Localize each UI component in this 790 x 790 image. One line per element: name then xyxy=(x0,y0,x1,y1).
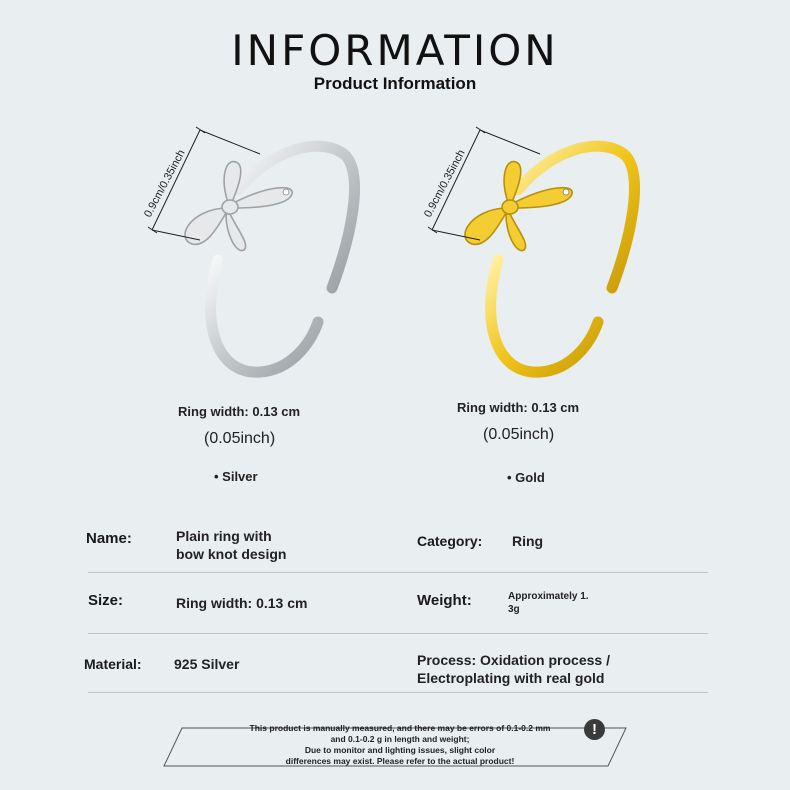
notice-line1: This product is manually measured, and there may be errors of 0.1-0.2 mm xyxy=(249,723,551,733)
page-title: INFORMATION xyxy=(231,26,559,75)
gold-stone xyxy=(563,189,569,195)
weight-value-line1: Approximately 1. xyxy=(508,591,589,602)
weight-value-line2: 3g xyxy=(508,604,520,615)
silver-ring-image xyxy=(120,110,380,400)
material-label: Material: xyxy=(84,656,142,672)
weight-label: Weight: xyxy=(417,592,472,609)
notice-line4: differences may exist. Please refer to the actual product! xyxy=(285,756,515,766)
gold-ring-image xyxy=(400,110,660,400)
name-value-line1: Plain ring with xyxy=(176,528,272,544)
gold-bow-knot xyxy=(465,162,572,251)
process-line2: Electroplating with real gold xyxy=(417,670,605,686)
row-divider xyxy=(88,572,708,573)
row-divider xyxy=(88,692,708,693)
gold-measure-label: 0.9cm/0.35inch xyxy=(422,147,468,220)
name-value-line2: bow knot design xyxy=(176,546,287,562)
silver-ring-width-inch: (0.05inch) xyxy=(204,430,276,447)
material-value: 925 Silver xyxy=(174,656,240,672)
category-value: Ring xyxy=(512,533,544,549)
warning-icon: ! xyxy=(584,719,605,740)
gold-ring-band-lower xyxy=(491,260,598,372)
notice-line3: Due to monitor and lighting issues, slight color xyxy=(304,745,496,755)
notice-line2: and 0.1-0.2 g in length and weight; xyxy=(330,734,470,744)
silver-ring-band xyxy=(238,146,355,288)
gold-ring-width-inch: (0.05inch) xyxy=(483,426,555,443)
process-line1: Process: Oxidation process / xyxy=(417,652,610,668)
row-divider xyxy=(88,633,708,634)
category-label: Category: xyxy=(417,533,483,549)
size-label: Size: xyxy=(88,592,124,609)
silver-ring-width: Ring width: 0.13 cm xyxy=(178,404,301,419)
gold-ring-width: Ring width: 0.13 cm xyxy=(457,400,580,415)
name-label: Name: xyxy=(86,530,132,547)
silver-color-label: • Silver xyxy=(214,469,258,484)
silver-bow-knot xyxy=(185,162,292,251)
silver-measure-label: 0.9cm/0.35inch xyxy=(142,147,188,220)
silver-stone xyxy=(283,189,289,195)
silver-ring-band-lower xyxy=(211,260,318,372)
size-value: Ring width: 0.13 cm xyxy=(176,595,308,611)
page-subtitle: Product Information xyxy=(313,74,477,93)
gold-color-label: • Gold xyxy=(507,470,545,485)
gold-ring-band xyxy=(518,146,635,288)
